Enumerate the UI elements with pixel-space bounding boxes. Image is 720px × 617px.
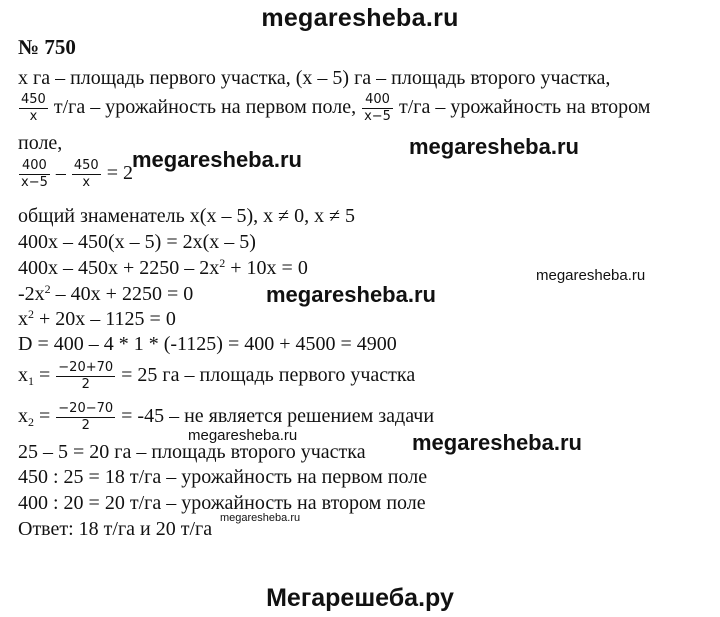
fraction-eq-second xyxy=(72,158,101,191)
equals-sign: = xyxy=(34,364,56,387)
equation-rhs: = 2 xyxy=(101,162,133,185)
watermark: megaresheba.ru xyxy=(188,427,298,444)
solution-line-9 xyxy=(18,307,176,331)
exponent: 2 xyxy=(219,256,226,270)
text-segment: – 40x + 2250 = 0 xyxy=(50,283,194,305)
fraction-numerator: 450 xyxy=(21,92,46,107)
text-segment: + 20x – 1125 = 0 xyxy=(34,308,176,330)
fraction-denominator: x−5 xyxy=(364,109,391,124)
text-segment: x xyxy=(18,308,28,330)
text-segment: т/га – урожайность на втором xyxy=(393,96,651,119)
solution-line-7 xyxy=(18,256,308,280)
site-header: megaresheba.ru xyxy=(261,4,459,32)
watermark: megaresheba.ru xyxy=(266,282,436,307)
exponent: 2 xyxy=(44,282,51,296)
solution-line-13: 25 – 5 = 20 га – площадь второго участка xyxy=(18,441,366,463)
watermark: megaresheba.ru xyxy=(412,430,582,455)
solution-line-2 xyxy=(18,92,650,125)
fraction-numerator: 400 xyxy=(365,92,390,107)
text-segment: = -45 – не является решением задачи xyxy=(116,405,435,428)
site-footer: Мегарешеба.ру xyxy=(266,584,454,612)
text-segment: т/га – урожайность на первом поле, xyxy=(48,96,362,119)
watermark: megaresheba.ru xyxy=(220,512,301,524)
fraction-numerator: −20+70 xyxy=(58,360,114,375)
subscript: 2 xyxy=(28,415,34,430)
watermark: megaresheba.ru xyxy=(536,267,646,284)
fraction-denominator: 2 xyxy=(56,417,115,434)
variable: x xyxy=(18,364,28,387)
fraction-denominator: x xyxy=(72,174,101,191)
solution-line-3: поле, xyxy=(18,132,63,154)
fraction-eq-first xyxy=(19,158,50,191)
text-segment: = 25 га – площадь первого участка xyxy=(116,364,416,387)
watermark: megaresheba.ru xyxy=(132,147,302,172)
task-number: № 750 xyxy=(18,35,76,59)
text-segment: -2x xyxy=(18,283,45,305)
answer-line: Ответ: 18 т/га и 20 т/га xyxy=(18,518,213,540)
fraction-denominator: 2 xyxy=(56,376,115,393)
solution-line-6: 400x – 450(x – 5) = 2x(x – 5) xyxy=(18,231,256,253)
solution-line-8 xyxy=(18,282,193,306)
watermark: megaresheba.ru xyxy=(409,134,579,159)
fraction-numerator: 450 xyxy=(73,158,99,173)
exponent: 2 xyxy=(28,307,34,321)
text-segment: 400x – 450x + 2250 – 2x xyxy=(18,257,220,279)
fraction-denominator: x−5 xyxy=(21,175,48,190)
solution-line-14: 450 : 25 = 18 т/га – урожайность на первом поле xyxy=(18,466,428,488)
equation-line xyxy=(18,158,133,191)
discriminant-line: D = 400 – 4 * 1 * (-1125) = 400 + 4500 = 4900 xyxy=(18,333,397,355)
fraction-numerator: −20−70 xyxy=(58,401,114,416)
solution-line-15: 400 : 20 = 20 т/га – урожайность на втором поле xyxy=(18,492,426,514)
fraction-denominator: x xyxy=(19,108,48,125)
fraction-numerator: 400 xyxy=(22,158,47,173)
fraction-root-x1 xyxy=(56,360,115,393)
equals-sign: = xyxy=(34,405,56,428)
fraction-yield-first xyxy=(19,92,48,125)
root-x1-line xyxy=(18,360,415,393)
fraction-yield-second xyxy=(362,92,393,125)
minus-sign: – xyxy=(50,162,71,185)
solution-line-1: x га – площадь первого участка, (x – 5) га – площадь второго участка, xyxy=(18,67,611,89)
solution-line-5: общий знаменатель x(x – 5), x ≠ 0, x ≠ 5 xyxy=(18,205,356,227)
text-segment: + 10x = 0 xyxy=(225,257,308,279)
subscript: 1 xyxy=(28,374,34,389)
fraction-root-x2 xyxy=(56,401,115,434)
variable: x xyxy=(18,405,28,428)
